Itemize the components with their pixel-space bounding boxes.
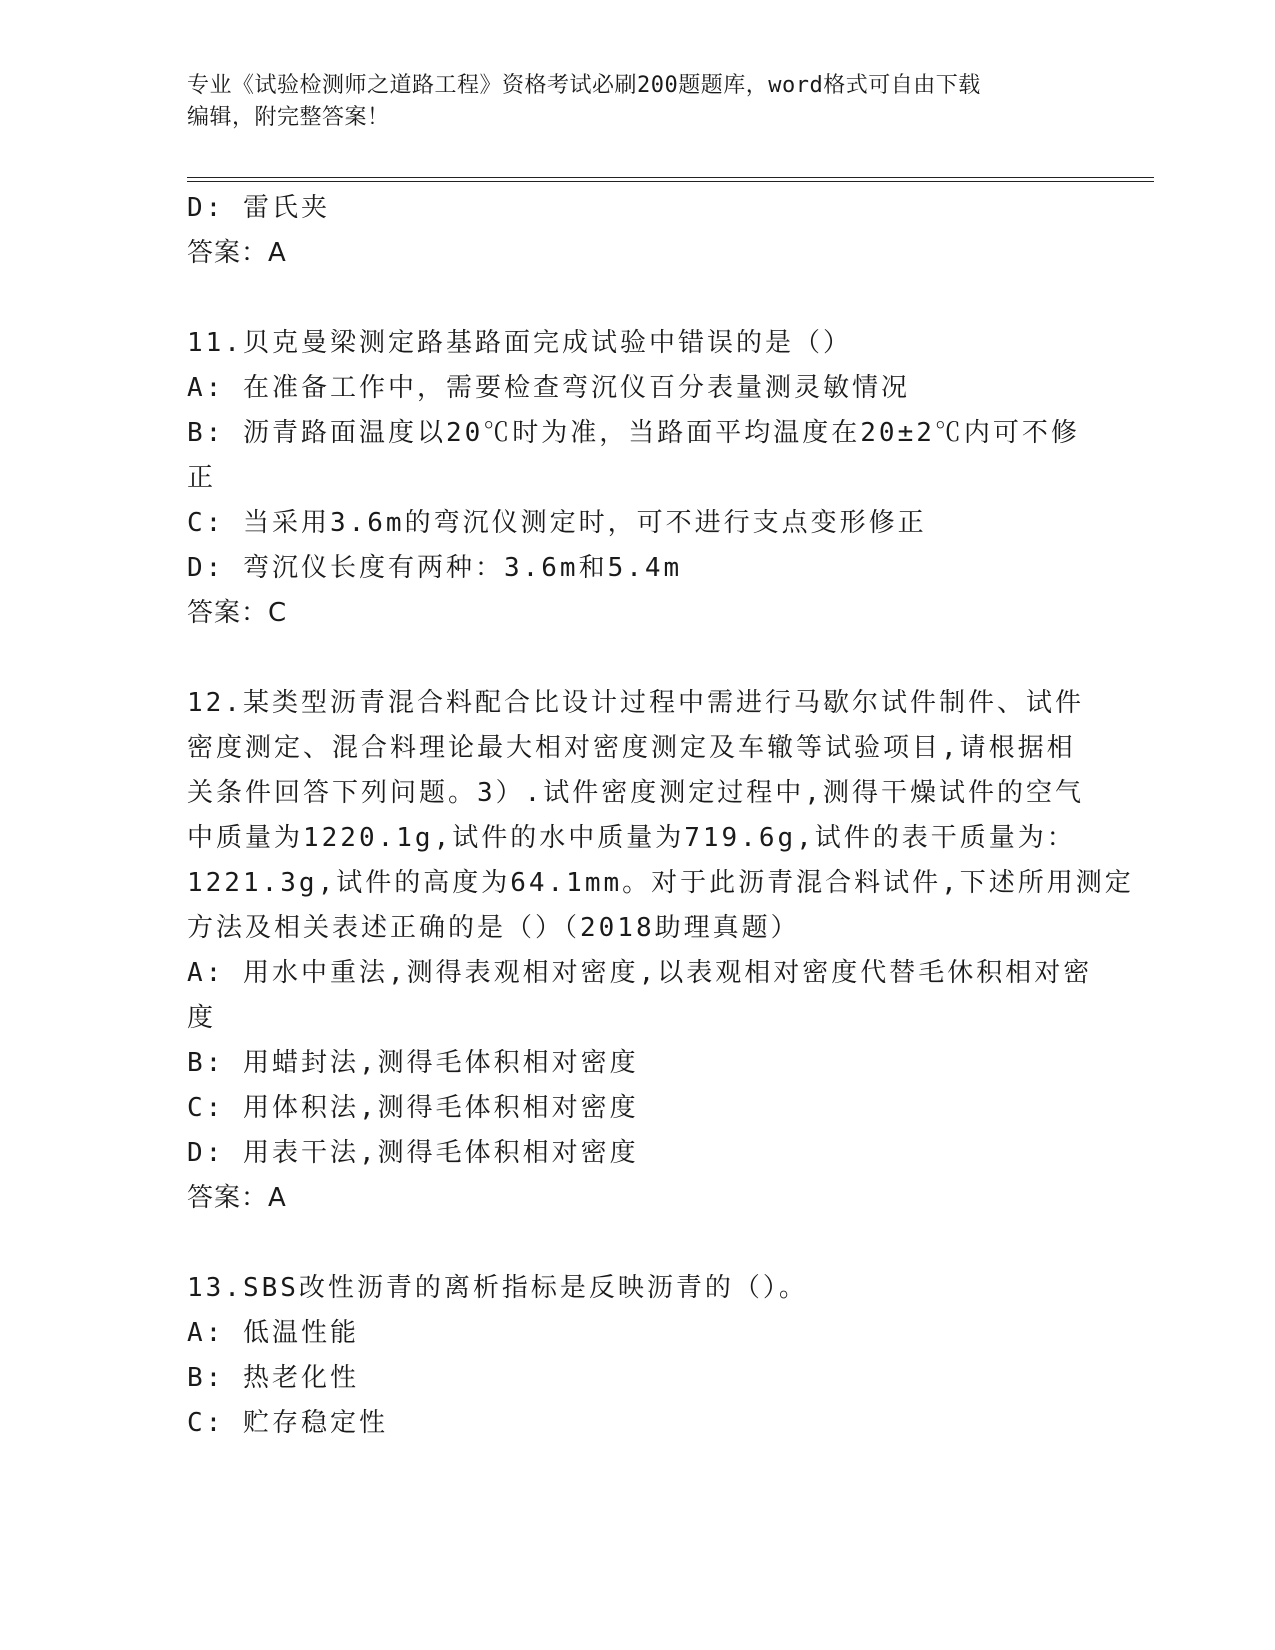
text-line: A: 低温性能 [187,1318,359,1348]
block-spacer [187,276,1087,321]
document-header [187,70,1087,134]
text-line: 密度测定、混合料理论最大相对密度测定及车辙等试验项目,请根据相 [187,733,1076,763]
header-divider-top [187,177,1154,178]
text-line: 12.某类型沥青混合料配合比设计过程中需进行马歇尔试件制件、试件 [187,688,1084,718]
answer-line: 答案：C [187,598,288,628]
text-line: 1221.3g,试件的高度为64.1mm。对于此沥青混合料试件,下述所用测定 [187,868,1134,898]
text-line: D: 雷氏夹 [187,193,330,223]
text-line: C: 用体积法,测得毛体积相对密度 [187,1093,639,1123]
question-content [187,186,1134,1446]
text-line: 13.SBS改性沥青的离析指标是反映沥青的（）。 [187,1273,808,1303]
answer-line: 答案：A [187,1183,287,1213]
text-line: A: 用水中重法,测得表观相对密度,以表观相对密度代替毛休积相对密 [187,958,1093,988]
text-line: B: 用蜡封法,测得毛体积相对密度 [187,1048,639,1078]
text-line: 中质量为1220.1g,试件的水中质量为719.6g,试件的表干质量为： [187,823,1076,853]
text-line: 11.贝克曼梁测定路基路面完成试验中错误的是（） [187,328,852,358]
text-line: D: 弯沉仪长度有两种：3.6m和5.4m [187,553,683,583]
text-line: 度 [187,1003,217,1033]
text-line: 正 [187,463,217,493]
block-spacer [187,636,1087,681]
text-line: C: 当采用3.6m的弯沉仪测定时，可不进行支点变形修正 [187,508,927,538]
header-line-1: 专业《试验检测师之道路工程》资格考试必刷200题题库，word格式可自由下载 [187,73,981,98]
header-line-2: 编辑，附完整答案！ [187,105,390,130]
text-line: D: 用表干法,测得毛体积相对密度 [187,1138,639,1168]
text-line: A: 在准备工作中，需要检查弯沉仪百分表量测灵敏情况 [187,373,910,403]
text-line: 关条件回答下列问题。3）.试件密度测定过程中,测得干燥试件的空气 [187,778,1084,808]
text-line: B: 沥青路面温度以20℃时为准，当路面平均温度在20±2℃内可不修 [187,418,1080,448]
header-divider-bottom [187,181,1154,182]
answer-line: 答案：A [187,238,287,268]
text-line: 方法及相关表述正确的是（）（2018助理真题） [187,913,800,943]
text-line: C: 贮存稳定性 [187,1408,388,1438]
text-line: B: 热老化性 [187,1363,359,1393]
block-spacer [187,1221,1087,1266]
